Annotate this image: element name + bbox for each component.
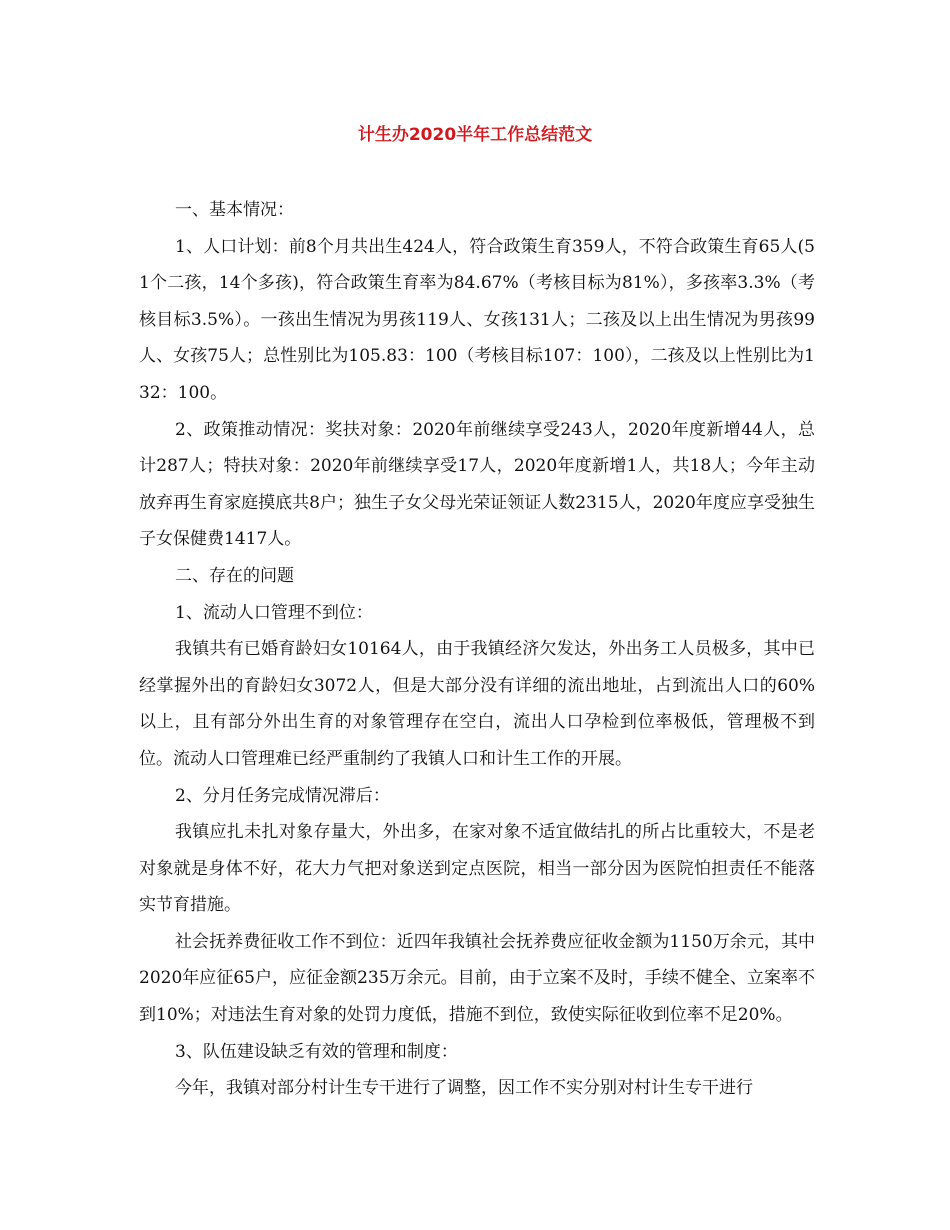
document-body	[139, 192, 815, 1107]
section-heading: 一、基本情况：	[175, 200, 294, 220]
paragraph: 2、政策推动情况：奖扶对象：2020年前继续享受243人，2020年度新增44人，总计287人；特扶对象：2020年前继续享受17人，2020年度新增1人，共18人；今年主动放弃再生育家庭摸底共8户；独生子女父母光荣证领证人数2315人，2020年度应享受独生子女保健费1417人。	[139, 419, 815, 550]
subsection-heading: 1、流动人口管理不到位：	[175, 602, 373, 623]
paragraph: 今年，我镇对部分村计生专干进行了调整，因工作不实分别对村计生专干进行	[175, 1078, 753, 1099]
paragraph: 1、人口计划：前8个月共出生424人，符合政策生育359人，不符合政策生育65人(51个二孩，14个多孩)，符合政策生育率为84.67%（考核目标为81%），多孩率3.3%（考核目标3.5%）。一孩出生情况为男孩119人、女孩131人；二孩及以上出生情况为男孩99人、女孩75人；总性别比为105.83：100（考核目标107：100），二孩及以上性别比为132：100。	[139, 236, 815, 403]
section-heading: 二、存在的问题	[175, 565, 294, 586]
paragraph: 社会抚养费征收工作不到位：近四年我镇社会抚养费应征收金额为1150万余元，其中2020年应征65户，应征金额235万余元。目前，由于立案不及时，手续不健全、立案率不到10%；对违法生育对象的处罚力度低，措施不到位，致使实际征收到位率不足20%。	[139, 931, 815, 1026]
subsection-heading: 2、分月任务完成情况滞后：	[175, 785, 390, 806]
subsection-heading: 3、队伍建设缺乏有效的管理和制度：	[175, 1041, 458, 1062]
paragraph: 我镇应扎未扎对象存量大，外出多，在家对象不适宜做结扎的所占比重较大，不是老对象就是身体不好，花大力气把对象送到定点医院，相当一部分因为医院怕担责任不能落实节育措施。	[139, 822, 815, 916]
paragraph: 我镇共有已婚育龄妇女10164人，由于我镇经济欠发达，外出务工人员极多，其中已经掌握外出的育龄妇女3072人，但是大部分没有详细的流出地址，占到流出人口的60%以上，且有部分外出生育的对象管理存在空白，流出人口孕检到位率极低，管理极不到位。流动人口管理难已经严重制约了我镇人口和计生工作的开展。	[139, 639, 815, 769]
document-title: 计生办2020半年工作总结范文	[357, 125, 593, 145]
